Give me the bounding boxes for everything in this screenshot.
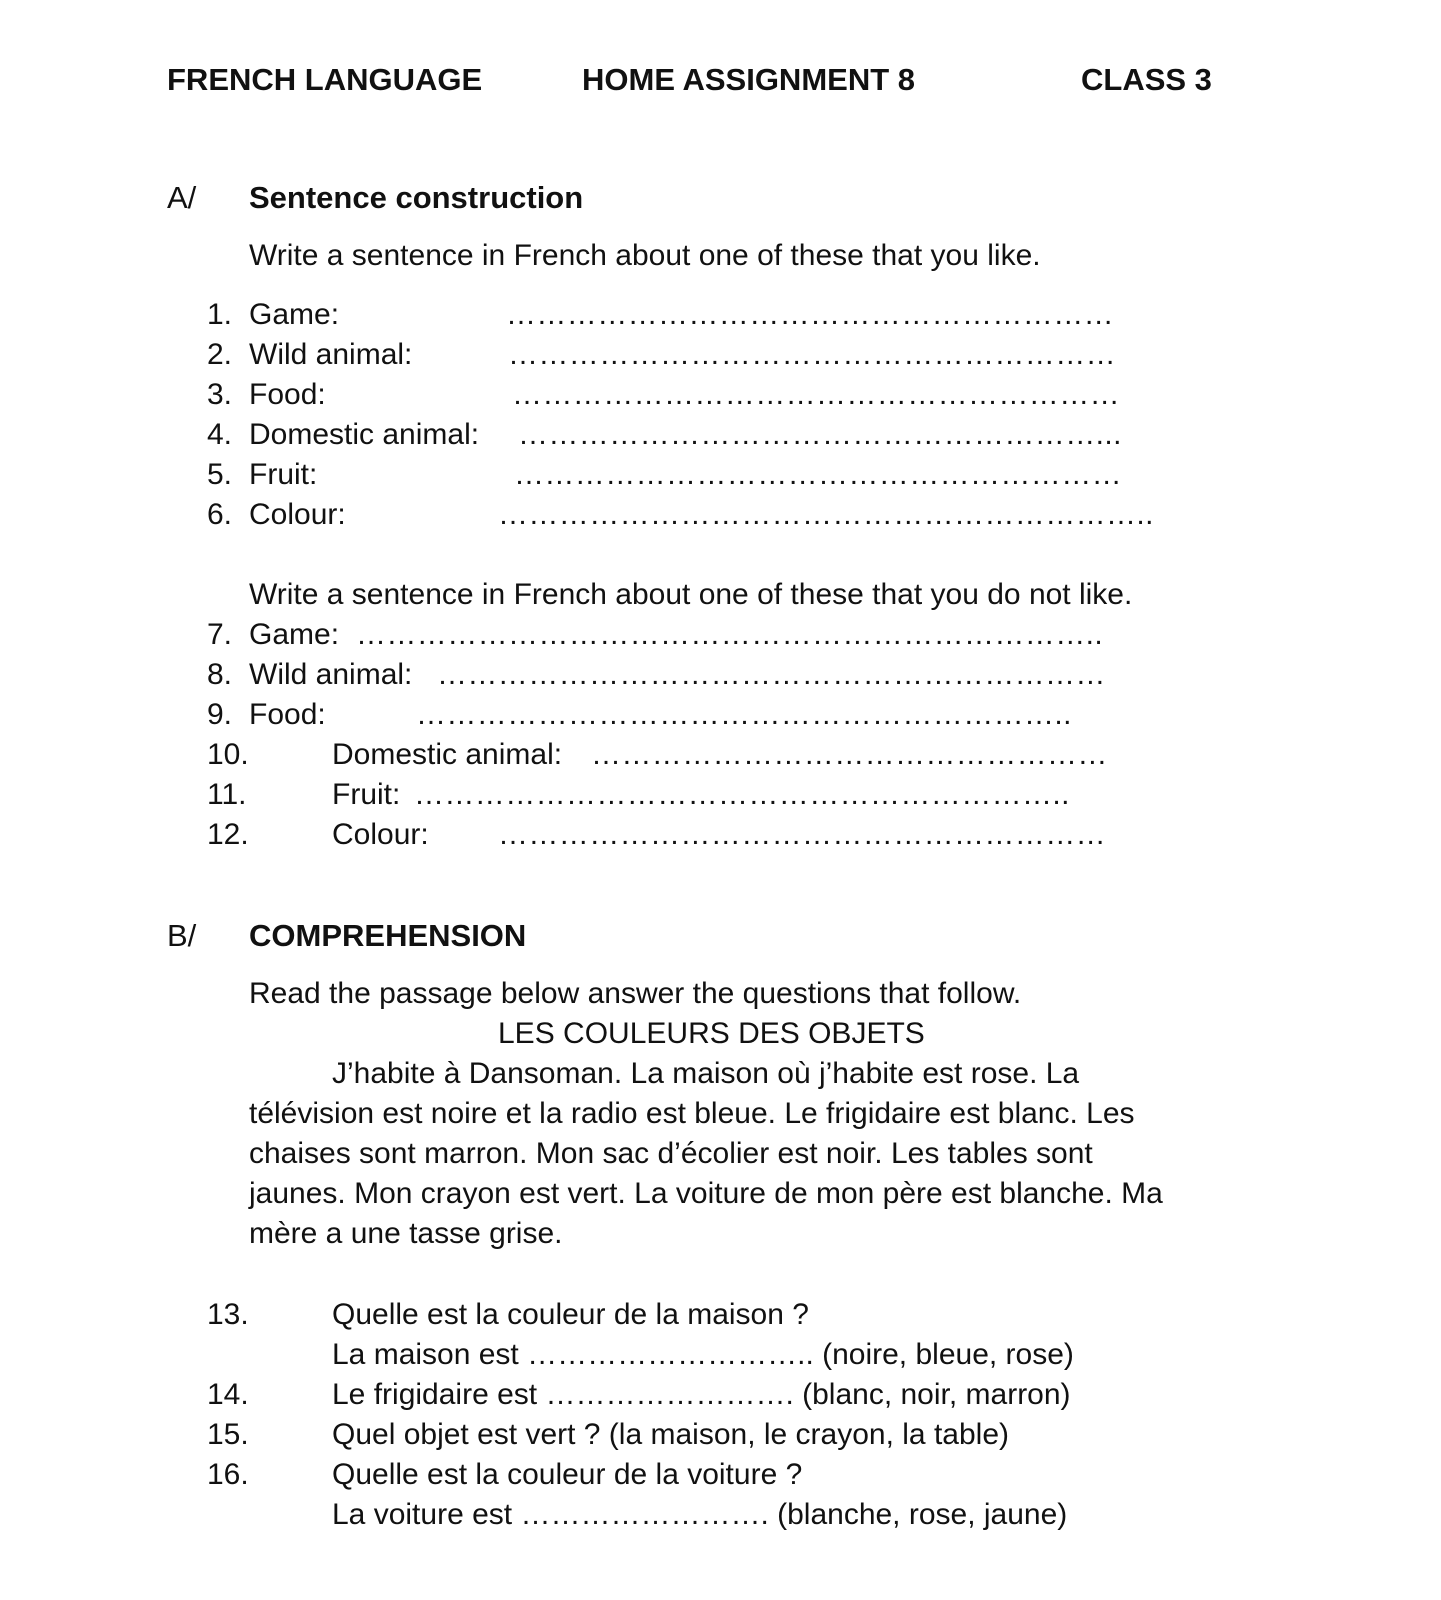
question-number: 13. bbox=[207, 1298, 249, 1331]
question-text: Quelle est la couleur de la voiture ? bbox=[332, 1458, 803, 1491]
item-label-game: Game: bbox=[249, 618, 340, 651]
item-label-domestic-animal: Domestic animal: bbox=[332, 738, 563, 771]
item-number: 5. bbox=[207, 458, 233, 491]
answer-blank[interactable]: …………………………………………………… bbox=[498, 818, 1106, 851]
answer-blank[interactable]: …………………………………………………… bbox=[512, 378, 1120, 411]
section-a-letter: A/ bbox=[167, 180, 197, 215]
item-number: 2. bbox=[207, 338, 233, 371]
item-number: 11. bbox=[207, 778, 247, 811]
item-number: 9. bbox=[207, 698, 233, 731]
question-answer-line[interactable]: La voiture est ……………………. (blanche, rose, jaune) bbox=[332, 1498, 1068, 1531]
answer-blank[interactable]: …………………………………………………… bbox=[506, 298, 1114, 331]
item-label-fruit: Fruit: bbox=[332, 778, 401, 811]
item-number: 7. bbox=[207, 618, 233, 651]
item-label-colour: Colour: bbox=[249, 498, 346, 531]
item-label-domestic-animal: Domestic animal: bbox=[249, 418, 480, 451]
subject-heading: FRENCH LANGUAGE bbox=[167, 62, 483, 97]
passage-line: chaises sont marron. Mon sac d’écolier est noir. Les tables sont bbox=[249, 1137, 1093, 1170]
answer-blank[interactable]: ……………………………………………………….. bbox=[416, 698, 1072, 731]
question-number: 14. bbox=[207, 1378, 249, 1411]
answer-blank[interactable]: ……………………………………………………………….. bbox=[356, 618, 1104, 651]
item-label-wild-animal: Wild animal: bbox=[249, 658, 413, 691]
item-label-fruit: Fruit: bbox=[249, 458, 318, 491]
item-number: 4. bbox=[207, 418, 233, 451]
passage-title: LES COULEURS DES OBJETS bbox=[498, 1017, 925, 1050]
item-label-game: Game: bbox=[249, 298, 340, 331]
passage-line: J’habite à Dansoman. La maison où j’habite est rose. La bbox=[332, 1057, 1080, 1090]
answer-blank[interactable]: ……………………………………………………….. bbox=[498, 498, 1154, 531]
question-number: 15. bbox=[207, 1418, 249, 1451]
item-label-colour: Colour: bbox=[332, 818, 429, 851]
item-number: 1. bbox=[207, 298, 233, 331]
answer-blank[interactable]: ………………………………………………………… bbox=[437, 658, 1106, 691]
item-number: 10. bbox=[207, 738, 249, 771]
question-text: Quel objet est vert ? (la maison, le crayon, la table) bbox=[332, 1418, 1009, 1451]
answer-blank[interactable]: …………………………………………………… bbox=[508, 338, 1116, 371]
question-number: 16. bbox=[207, 1458, 249, 1491]
passage-line: télévision est noire et la radio est bleue. Le frigidaire est blanc. Les bbox=[249, 1097, 1135, 1130]
item-number: 3. bbox=[207, 378, 233, 411]
section-a-instruction-dislike: Write a sentence in French about one of these that you do not like. bbox=[249, 578, 1133, 611]
answer-blank[interactable]: …………………………………………………… bbox=[514, 458, 1122, 491]
answer-blank[interactable]: …………………………………………… bbox=[591, 738, 1108, 771]
assignment-heading: HOME ASSIGNMENT 8 bbox=[582, 62, 915, 97]
item-number: 12. bbox=[207, 818, 249, 851]
answer-blank[interactable]: ……………………………………………………….. bbox=[414, 778, 1070, 811]
section-a-instruction-like: Write a sentence in French about one of these that you like. bbox=[249, 239, 1041, 272]
item-number: 8. bbox=[207, 658, 233, 691]
item-label-food: Food: bbox=[249, 698, 326, 731]
answer-blank[interactable]: …………………………………………………... bbox=[518, 418, 1122, 451]
section-a-title: Sentence construction bbox=[249, 180, 584, 215]
section-b-instruction: Read the passage below answer the questions that follow. bbox=[249, 977, 1022, 1010]
section-b-letter: B/ bbox=[167, 918, 197, 953]
item-number: 6. bbox=[207, 498, 233, 531]
passage-line: mère a une tasse grise. bbox=[249, 1217, 563, 1250]
question-text: Quelle est la couleur de la maison ? bbox=[332, 1298, 809, 1331]
question-answer-line[interactable]: Le frigidaire est ……………………. (blanc, noir, marron) bbox=[332, 1378, 1071, 1411]
item-label-food: Food: bbox=[249, 378, 326, 411]
class-heading: CLASS 3 bbox=[1081, 62, 1212, 97]
passage-line: jaunes. Mon crayon est vert. La voiture de mon père est blanche. Ma bbox=[249, 1177, 1163, 1210]
item-label-wild-animal: Wild animal: bbox=[249, 338, 413, 371]
question-answer-line[interactable]: La maison est ……………………….. (noire, bleue, rose) bbox=[332, 1338, 1074, 1371]
section-b-title: COMPREHENSION bbox=[249, 918, 527, 953]
